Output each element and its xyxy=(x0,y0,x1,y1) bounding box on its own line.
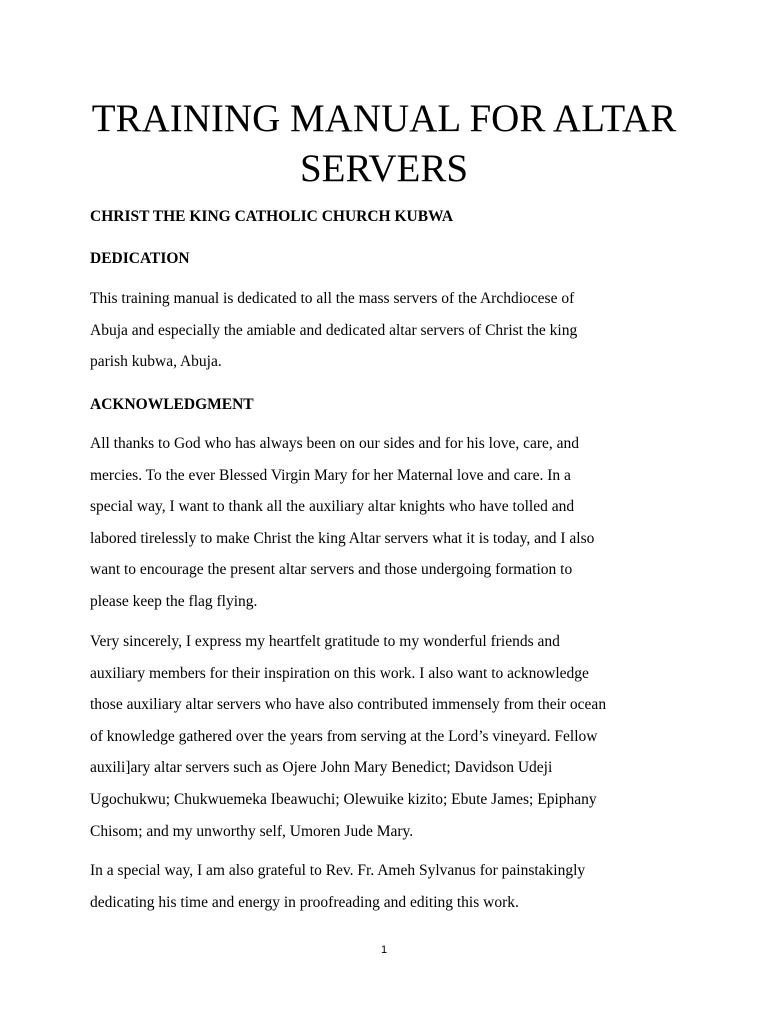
document-title xyxy=(80,94,688,194)
text-line: labored tirelessly to make Christ the king Altar servers what it is today, and I also xyxy=(90,529,595,547)
text-line: Abuja and especially the amiable and dedicated altar servers of Christ the king xyxy=(90,321,578,339)
text-line: want to encourage the present altar servers and those undergoing formation to xyxy=(90,561,573,579)
title-line-1: TRAINING MANUAL FOR ALTAR xyxy=(91,97,677,140)
text-line: parish kubwa, Abuja. xyxy=(90,353,222,371)
text-line: auxili]ary altar servers such as Ojere John Mary Benedict; Davidson Udeji xyxy=(90,759,553,777)
dedication-heading: DEDICATION xyxy=(90,250,190,267)
dedication-paragraph xyxy=(90,283,690,378)
text-line: This training manual is dedicated to all the mass servers of the Archdiocese of xyxy=(90,290,575,307)
text-line: Very sincerely, I express my heartfelt gratitude to my wonderful friends and xyxy=(90,633,560,650)
church-heading: CHRIST THE KING CATHOLIC CHURCH KUBWA xyxy=(90,208,454,225)
text-line: special way, I want to thank all the auxiliary altar knights who have tolled and xyxy=(90,498,575,516)
text-line: All thanks to God who has always been on our sides and for his love, care, and xyxy=(90,435,579,452)
acknowledgment-heading: ACKNOWLEDGMENT xyxy=(90,396,254,413)
text-line: please keep the flag flying. xyxy=(90,592,258,610)
text-line: mercies. To the ever Blessed Virgin Mary for her Maternal love and care. In a xyxy=(90,466,571,484)
acknowledgment-paragraph-1 xyxy=(90,428,690,618)
page-number: 1 xyxy=(380,944,388,956)
text-line: dedicating his time and energy in proofreading and editing this work. xyxy=(90,893,519,911)
acknowledgment-paragraph-2 xyxy=(90,626,690,847)
text-line: Chisom; and my unworthy self, Umoren Jude Mary. xyxy=(90,822,414,840)
text-line: those auxiliary altar servers who have also contributed immensely from their ocean xyxy=(90,696,607,714)
text-line: of knowledge gathered over the years from serving at the Lord’s vineyard. Fellow xyxy=(90,727,598,745)
title-line-2: SERVERS xyxy=(299,147,469,190)
text-line: auxiliary members for their inspiration on this work. I also want to acknowledge xyxy=(90,664,589,682)
acknowledgment-paragraph-3 xyxy=(90,855,690,918)
text-line: In a special way, I am also grateful to Rev. Fr. Ameh Sylvanus for painstakingly xyxy=(90,862,586,879)
text-line: Ugochukwu; Chukwuemeka Ibeawuchi; Olewuike kizito; Ebute James; Epiphany xyxy=(90,790,597,808)
